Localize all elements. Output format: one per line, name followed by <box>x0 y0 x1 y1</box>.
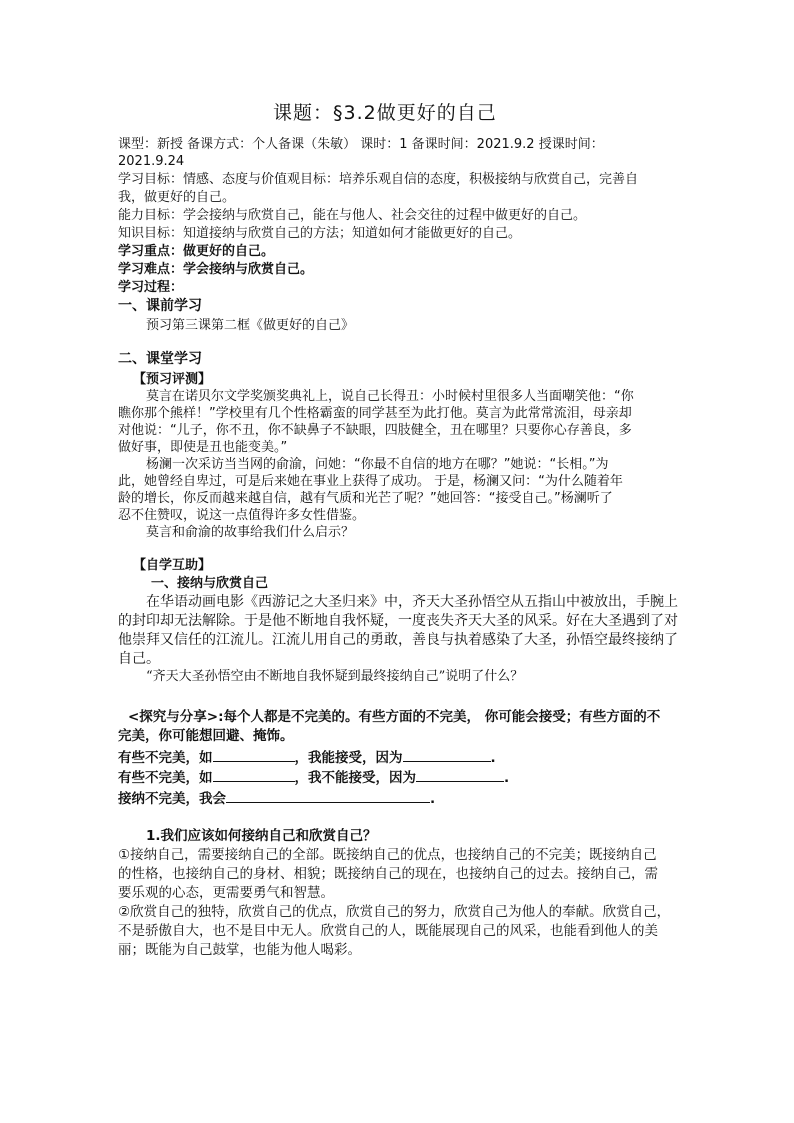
story-3-line: 在华语动画电影《西游记之大圣归来》中，齐天大圣孙悟空从五指山中被放出，手腕上 <box>146 594 678 610</box>
answer-line: 不是骄傲自大，也不是目中无人。欣赏自己的人，既能展现自己的风采，也能看到他人的美 <box>118 923 658 939</box>
story-2-line: 此，她曾经自卑过，可是后来她在事业上获得了成功。 于是，杨澜又问：“为什么随着年 <box>118 474 623 489</box>
story-2-line: 忍不住赞叹，说这一点值得许多女性借鉴。 <box>118 508 366 523</box>
goal-ability: 能力目标：学会接纳与欣赏自己，能在与他人、社会交往的过程中做更好的自己。 <box>118 208 587 223</box>
explore-line: <探究与分享>:每个人都是不完美的。有些方面的不完美， 你可能会接受；有些方面的不 <box>128 709 661 725</box>
blank-field[interactable] <box>226 788 430 803</box>
question-1: 莫言和俞渝的故事给我们什么启示？ <box>146 525 355 540</box>
subheading-accept: 一、接纳与欣赏自己 <box>151 576 269 591</box>
fill-in-line-3: 接纳不完美，我会 . <box>118 788 435 808</box>
process-label: 学习过程： <box>118 280 184 295</box>
question-3: 1.我们应该如何接纳自己和欣赏自己？ <box>146 828 377 844</box>
story-3-line: 自己。 <box>118 651 160 667</box>
section-1-text: 预习第三课第二框《做更好的自己》 <box>146 318 355 333</box>
story-1-line: 莫言在诺贝尔文学奖颁奖典礼上，说自己长得丑：小时候村里很多人当面嘲笑他：“你 <box>146 389 634 404</box>
blank-field[interactable] <box>403 747 491 762</box>
blank-field[interactable] <box>213 747 295 762</box>
goal-emotion: 学习目标：情感、态度与价值观目标：培养乐观自信的态度，积极接纳与欣赏自己，完善自 <box>118 172 639 187</box>
story-2-line: 杨澜一次采访当当网的俞渝，问她：“你最不自信的地方在哪？”她说：“长相。”为 <box>146 457 609 472</box>
story-3-line: 他崇拜又信任的江流儿。江流儿用自己的勇敢，善良与执着感染了大圣，孙悟空最终接纳了 <box>118 632 678 648</box>
section-1-heading: 一、课前学习 <box>118 298 202 314</box>
meta-line-1: 课型：新授 备课方式：个人备课（朱敏） 课时：1 备课时间：2021.9.2 授课时间： <box>118 137 604 152</box>
answer-line: 要乐观的心态，更需要勇气和智慧。 <box>118 885 334 901</box>
story-1-line: 瞧你那个熊样！”学校里有几个性格霸蛮的同学甚至为此打他。莫言为此常常流泪，母亲却 <box>118 406 632 421</box>
section-2-heading: 二、课堂学习 <box>118 351 202 367</box>
story-1-line: 对他说：“儿子，你不丑，你不缺鼻子不缺眼，四肢健全，丑在哪里？只要你心存善良，多 <box>118 423 632 438</box>
blank-field[interactable] <box>416 767 504 782</box>
goal-knowledge: 知识目标：知道接纳与欣赏自己的方法；知道如何才能做更好的自己。 <box>118 226 522 241</box>
story-3-line: 的封印却无法解除。于是他不断地自我怀疑，一度丧失齐天大圣的风采。好在大圣遇到了对 <box>118 613 678 629</box>
fill-in-line-2: 有些不完美，如 ，我不能接受，因为 . <box>118 767 509 787</box>
goal-emotion-cont: 我，做更好的自己。 <box>118 190 236 205</box>
blank-field[interactable] <box>213 767 295 782</box>
answer-line: 丽；既能为自己鼓掌，也能为他人喝彩。 <box>118 942 361 958</box>
self-study-tag: 【自学互助】 <box>133 558 212 573</box>
story-1-line: 做好事，即使是丑也能变美。” <box>118 440 288 455</box>
preview-tag: 【预习评测】 <box>133 372 212 387</box>
difficulty-point: 学习难点：学会接纳与欣赏自己。 <box>118 262 314 277</box>
page-title: 课题：§3.2做更好的自己 <box>273 102 497 124</box>
answer-line: ②欣赏自己的独特，欣赏自己的优点，欣赏自己的努力，欣赏自己为他人的奉献。欣赏自己， <box>118 904 671 920</box>
story-2-line: 龄的增长，你反而越来越自信，越有气质和光芒了呢？”她回答：“接受自己。”杨澜听了 <box>118 491 613 506</box>
fill-in-line-1: 有些不完美，如 ，我能接受，因为 . <box>118 747 496 767</box>
meta-line-2: 2021.9.24 <box>118 154 185 169</box>
answer-line: ①接纳自己，需要接纳自己的全部。既接纳自己的优点，也接纳自己的不完美；既接纳自己 <box>118 847 657 863</box>
answer-line: 的性格，也接纳自己的身材、相貌；既接纳自己的现在，也接纳自己的过去。接纳自己，需 <box>118 866 658 882</box>
question-2: “齐天大圣孙悟空由不断地自我怀疑到最终接纳自己”说明了什么？ <box>146 669 524 684</box>
explore-line: 完美，你可能想回避、掩饰。 <box>118 728 294 744</box>
key-point: 学习重点：做更好的自己。 <box>118 244 275 259</box>
